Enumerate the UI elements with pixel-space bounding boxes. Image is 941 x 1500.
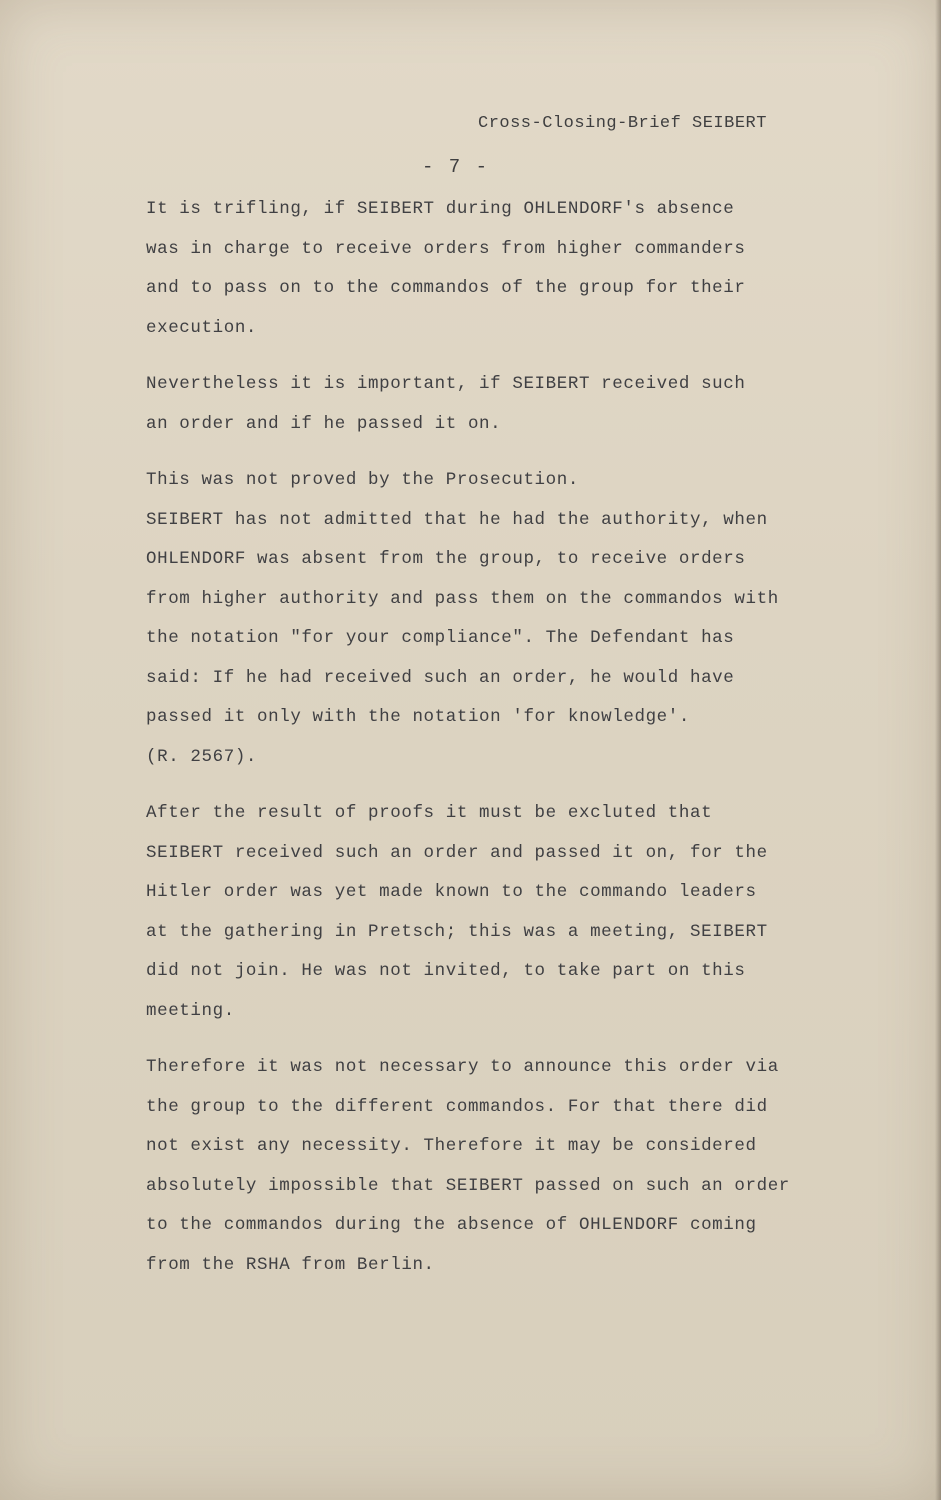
text-line: Hitler order was yet made known to the commando leaders [146,882,757,902]
text-line: to the commandos during the absence of OHLENDORF coming [146,1215,757,1235]
text-line: Therefore it was not necessary to announce this order via [146,1057,779,1077]
text-line: the notation "for your compliance". The Defendant has [146,628,735,648]
text-line: SEIBERT has not admitted that he had the authority, when [146,509,768,530]
text-line: and to pass on to the commandos of the group for their [146,278,746,298]
text-line: absolutely impossible that SEIBERT passed on such an order [146,1175,790,1196]
text-line: This was not proved by the Prosecution. [146,470,579,490]
paragraph-gap [146,1031,846,1048]
paragraph-gap [146,777,846,794]
paragraph-gap [146,444,846,461]
text-line: After the result of proofs it must be excluted that [146,803,713,823]
text-line: did not join. He was not invited, to take part on this [146,961,746,981]
text-line: the group to the different commandos. For that there did [146,1096,768,1117]
text-line: from higher authority and pass them on the commandos with [146,588,779,609]
text-line: an order and if he passed it on. [146,413,502,434]
text-line: was in charge to receive orders from higher commanders [146,238,746,259]
text-line: from the RSHA from Berlin. [146,1254,435,1275]
paragraph-gap [146,348,846,365]
text-line: OHLENDORF was absent from the group, to receive orders [146,549,746,569]
text-line: Nevertheless it is important, if SEIBERT received such [146,374,746,394]
text-line: at the gathering in Pretsch; this was a meeting, SEIBERT [146,921,768,942]
text-line: (R. 2567). [146,746,258,767]
page-number: - 7 - [422,156,490,178]
text-line: passed it only with the notation 'for knowledge'. [146,707,690,727]
text-line: execution. [146,317,258,338]
running-header: Cross-Closing-Brief SEIBERT [478,114,767,133]
body-text [146,190,846,1285]
text-line: It is trifling, if SEIBERT during OHLENDORF's absence [146,199,735,219]
text-line: not exist any necessity. Therefore it may be considered [146,1136,757,1156]
text-line: meeting. [146,1000,235,1021]
text-line: SEIBERT received such an order and passed it on, for the [146,842,768,863]
text-line: said: If he had received such an order, he would have [146,667,735,688]
